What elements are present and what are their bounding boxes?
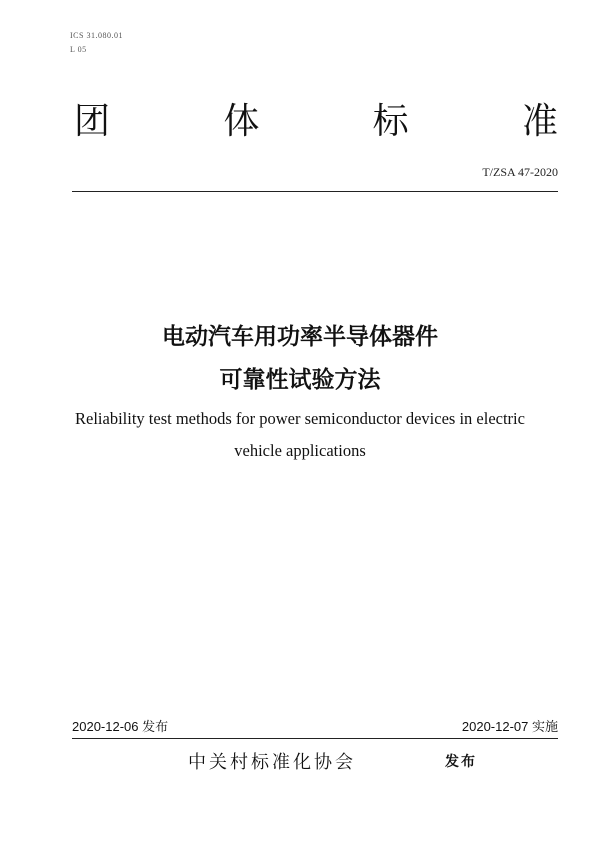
standard-type-char: 体 [223,101,260,142]
standard-type-char: 标 [372,101,409,142]
publisher-name: 中关村标准化协会 [188,752,356,773]
publish-label: 发布 [445,754,477,770]
standard-type-heading [74,100,558,144]
english-title-line-1: Reliability test methods for power semiconductor devices in electric [75,409,525,428]
bottom-divider [72,738,558,739]
ccs-code: L 05 [70,45,87,54]
standard-type-char: 团 [74,101,111,142]
ics-code: ICS 31.080.01 [70,31,123,40]
implementation-date: 2020-12-07 实施 [461,719,558,734]
top-divider [72,191,558,192]
english-title-line-2: vehicle applications [234,441,366,460]
chinese-title-line-1: 电动汽车用功率半导体器件 [162,324,438,350]
standard-code: T/ZSA 47-2020 [482,165,558,179]
chinese-title-line-2: 可靠性试验方法 [219,367,381,393]
issue-date: 2020-12-06 发布 [72,719,169,734]
standard-type-char: 准 [521,101,558,142]
